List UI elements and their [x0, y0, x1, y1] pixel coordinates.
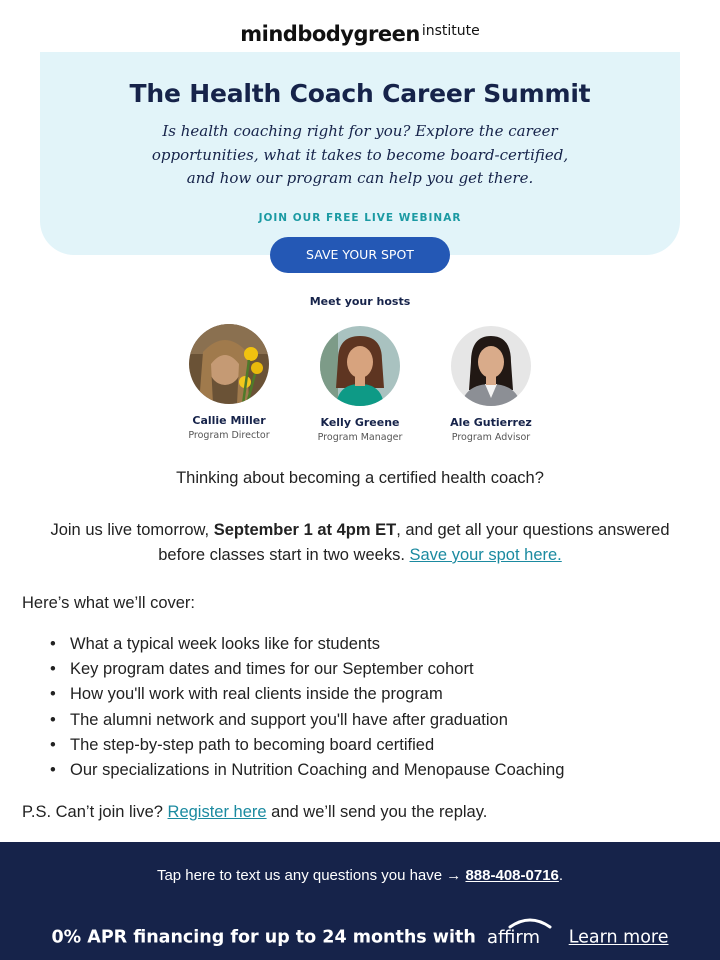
list-item-text: The alumni network and support you'll have after graduation — [70, 710, 508, 729]
list-item — [48, 733, 564, 758]
affirm-wordmark: affirm — [487, 927, 541, 947]
bullet: • — [50, 660, 56, 679]
list-item-text: How you'll work with real clients inside the program — [70, 685, 443, 704]
hero-subtitle: Is health coaching right for you? Explore the career opportunities, what it takes to become board-certified, and how our program can help you get there. — [151, 122, 569, 187]
bullet: • — [50, 735, 56, 754]
event-date: September 1 at 4pm ET — [213, 521, 397, 539]
financing-line — [0, 920, 720, 955]
host-photo-avatar — [451, 326, 531, 406]
host-role: Program Manager — [317, 432, 403, 443]
host-role: Program Director — [188, 430, 270, 441]
affirm-logo-icon — [486, 917, 558, 952]
learn-more-link[interactable]: Learn more — [568, 927, 669, 948]
host-name: Kelly Greene — [320, 416, 400, 429]
list-item-text: Key program dates and times for our September cohort — [70, 660, 474, 679]
text-us-suffix: . — [558, 867, 564, 884]
host-photo-avatar — [189, 324, 269, 404]
bullet: • — [50, 635, 56, 653]
host-name: Callie Miller — [192, 414, 266, 427]
register-link[interactable]: Register here — [167, 803, 267, 821]
phone-link[interactable]: 888-408-0716 — [465, 867, 559, 884]
bullet: • — [50, 685, 56, 704]
list-item — [48, 632, 564, 657]
hosts-heading: Meet your hosts — [309, 295, 411, 308]
logo-brand-text: mindbodygreen — [240, 22, 420, 46]
host-card-ale — [421, 326, 561, 443]
join-text-end: , and get all your questions answered before classes start in two weeks. — [158, 521, 670, 564]
financing-text: 0% APR financing for up to 24 months with — [51, 927, 476, 948]
host-role: Program Advisor — [451, 432, 531, 443]
list-item — [48, 657, 564, 682]
hero-banner — [40, 52, 680, 255]
webinar-kicker: JOIN OUR FREE LIVE WEBINAR — [258, 212, 462, 224]
cover-heading: Here’s what we’ll cover: — [22, 594, 196, 612]
text-us-prefix: Tap here to text us any questions you have → — [156, 867, 466, 884]
footer-banner — [0, 842, 720, 960]
bullet: • — [50, 761, 56, 780]
bullet: • — [50, 710, 56, 729]
host-photo-avatar — [320, 326, 400, 406]
host-name: Ale Gutierrez — [450, 416, 532, 429]
host-card-kelly — [290, 326, 430, 443]
ps-text-end: and we’ll send you the replay. — [266, 803, 488, 821]
list-item-text: Our specializations in Nutrition Coaching and Menopause Coaching — [70, 761, 565, 780]
logo-sub-text: institute — [421, 23, 480, 39]
hero-title: The Health Coach Career Summit — [129, 79, 591, 108]
join-paragraph — [30, 518, 690, 568]
ps-paragraph — [22, 803, 487, 822]
host-card-callie — [159, 324, 299, 441]
ps-text-start: P.S. Can’t join live? — [22, 803, 168, 821]
list-item — [48, 758, 564, 783]
save-spot-link[interactable]: Save your spot here. — [409, 546, 562, 564]
intro-question: Thinking about becoming a certified health coach? — [176, 469, 544, 487]
save-your-spot-button[interactable]: SAVE YOUR SPOT — [270, 237, 450, 273]
list-item-text: What a typical week looks like for students — [70, 635, 380, 653]
text-us-line[interactable] — [0, 867, 720, 884]
cover-list — [48, 632, 564, 783]
list-item — [48, 682, 564, 707]
join-text-start: Join us live tomorrow, — [50, 521, 214, 539]
list-item — [48, 708, 564, 733]
brand-logo[interactable] — [0, 22, 720, 46]
list-item-text: The step-by-step path to becoming board certified — [70, 735, 435, 754]
